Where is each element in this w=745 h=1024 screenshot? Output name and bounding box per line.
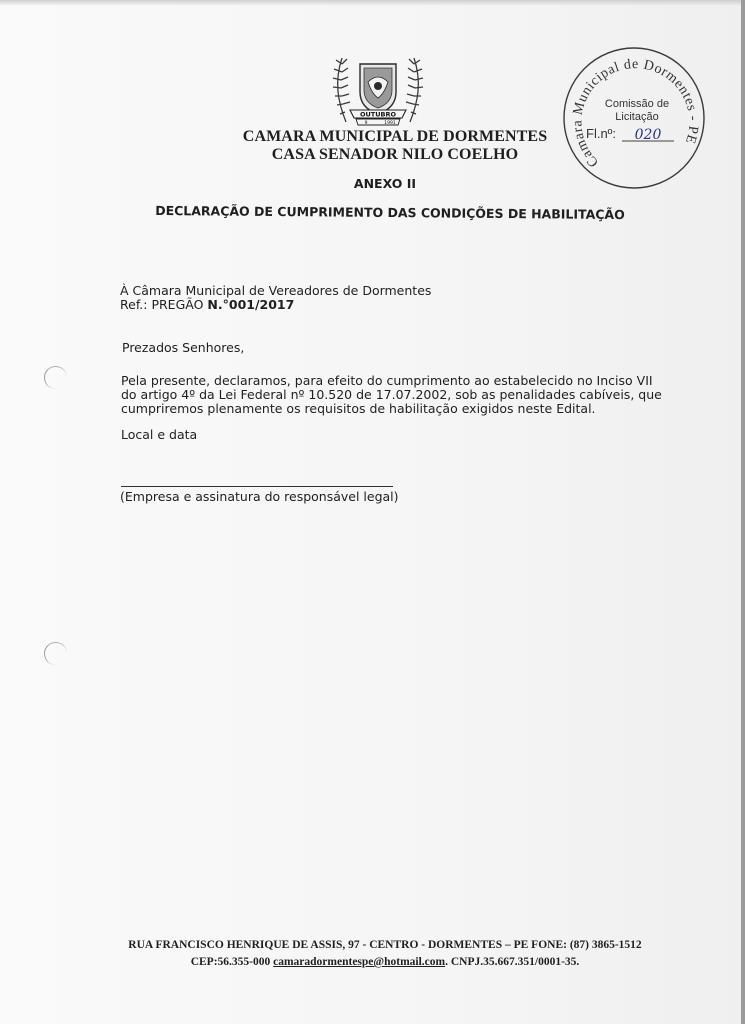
stamp-folio-number: 020 — [634, 127, 662, 143]
paragraph-line-1: Pela presente, declaramos, para efeito do cumprimento ao estabelecido no Inciso VII — [121, 373, 653, 388]
crest-day-text: 9 — [364, 121, 368, 126]
stamp-line-1: Comissão de — [604, 98, 670, 110]
salutation: Prezados Senhores, — [122, 340, 245, 355]
footer-contact — [90, 956, 680, 968]
footer-email-link[interactable]: camaradormentespe@hotmail.com — [273, 956, 446, 968]
commission-stamp — [562, 46, 706, 190]
recipient-line: À Câmara Municipal de Vereadores de Dormentes — [120, 283, 432, 298]
footer-address: RUA FRANCISCO HENRIQUE DE ASSIS, 97 - CENTRO - DORMENTES – PE FONE: (87) 3865-1512 — [128, 939, 642, 951]
paragraph-line-2: do artigo 4º da Lei Federal nº 10.520 de 17.07.2002, sob as penalidades cabíveis, que — [121, 387, 662, 402]
municipal-crest-icon — [328, 52, 428, 126]
footer-cnpj: . CNPJ.35.667.351/0001-35. — [445, 956, 580, 968]
paragraph-line-3: cumpriremos plenamente os requisitos de habilitação exigidos neste Edital. — [121, 401, 596, 416]
punch-hole-mark — [44, 366, 67, 389]
reference-number: N.°001/2017 — [207, 297, 295, 312]
footer-cep: CEP:56.355-000 — [190, 956, 274, 968]
institution-subtitle: CASA SENADOR NILO COELHO — [271, 146, 519, 163]
scan-right-edge — [741, 0, 745, 1024]
signature-line — [121, 486, 393, 487]
scan-top-shadow — [0, 0, 745, 6]
reference-line — [120, 298, 294, 312]
crest-banner-text: OUTUBRO — [359, 110, 397, 119]
document-title: DECLARAÇÃO DE CUMPRIMENTO DAS CONDIÇÕES DE HABILITAÇÃO — [155, 202, 625, 223]
stamp-ring-text: Camara Municipal de Dormentes - PE — [570, 57, 701, 170]
place-and-date: Local e data — [121, 427, 198, 442]
institution-name: CAMARA MUNICIPAL DE DORMENTES — [242, 128, 548, 145]
punch-hole-mark — [44, 642, 67, 665]
stamp-line-2: Licitação — [615, 111, 659, 123]
annex-label: ANEXO II — [353, 176, 417, 191]
stamp-folio-label: Fl.nº: — [586, 126, 617, 141]
signature-caption: (Empresa e assinatura do responsável legal) — [120, 489, 399, 504]
reference-label: Ref.: PREGÃO — [120, 297, 208, 312]
crest-year-text: 1991 — [384, 121, 396, 126]
